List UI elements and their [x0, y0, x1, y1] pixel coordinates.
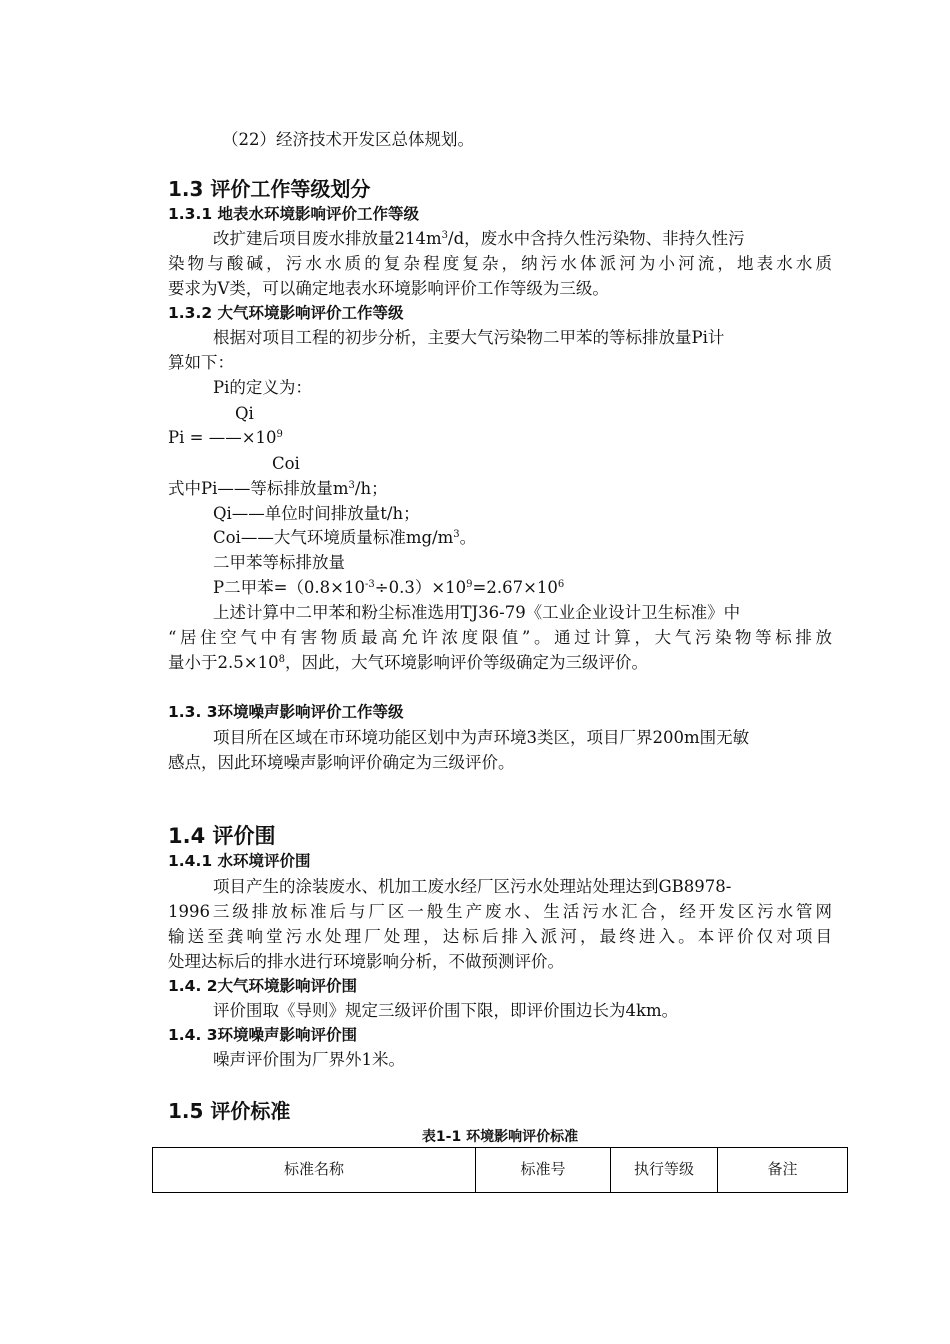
paragraph-line: 项目所在区域在市环境功能区划中为声环境3类区，项目厂界200m围无敏	[213, 728, 750, 747]
section-heading-1-5: 1.5 评价标准	[168, 1099, 291, 1123]
column-header-standard-number: 标准号	[476, 1148, 611, 1193]
formula-numerator: Qi	[235, 404, 254, 423]
standards-table	[152, 1147, 848, 1193]
subsection-heading-1-3-2: 1.3.2 大气环境影响评价工作等级	[168, 304, 404, 322]
subsection-heading-1-4-1: 1.4.1 水环境评价围	[168, 852, 311, 870]
paragraph-line: 染物与酸碱，污水水质的复杂程度复杂，纳污水体派河为小河流，地表水水质	[168, 254, 832, 273]
table-header-row	[153, 1148, 848, 1193]
subsection-heading-1-3-3: 1.3. 3环境噪声影响评价工作等级	[168, 703, 404, 721]
paragraph-line: 感点，因此环境噪声影响评价确定为三级评价。	[168, 753, 515, 772]
paragraph-line: 算如下：	[168, 353, 234, 372]
paragraph-line: 项目产生的涂装废水、机加工废水经厂区污水处理站处理达到GB8978-	[213, 877, 732, 896]
column-header-standard-name: 标准名称	[153, 1148, 476, 1193]
paragraph-line: 处理达标后的排水进行环境影响分析，不做预测评价。	[168, 952, 564, 971]
paragraph-line: “居住空气中有害物质最高允许浓度限值”。通过计算，大气污染物等标排放	[168, 628, 832, 647]
paragraph-line: 量小于$2.5\times 10^8$，因此，大气环境影响评价等级确定为三级评价。	[168, 653, 648, 672]
formula-main: $Pi = ——\times 10^9$	[168, 428, 283, 447]
section-heading-1-4: 1.4 评价围	[168, 824, 276, 848]
formula-denominator: Coi	[272, 454, 300, 473]
paragraph-line: 输送至龚响堂污水处理厂处理，达标后排入派河，最终进入。本评价仅对项目	[168, 927, 832, 946]
calc-formula: P二甲苯$=(0.8\times 10^{-3}\div 0.3)\times 10^9=2.67\times 10^6$	[213, 578, 565, 597]
where-line: Qi——单位时间排放量t/h；	[213, 504, 420, 523]
definition-line: Pi的定义为：	[213, 378, 312, 397]
paragraph-line: 根据对项目工程的初步分析，主要大气污染物二甲苯的等标排放量Pi计	[213, 328, 725, 347]
paragraph-line: 上述计算中二甲苯和粉尘标准选用TJ36-79《工业企业设计卫生标准》中	[213, 603, 741, 622]
where-line: Coi——大气环境质量标准$mg/m^3$。	[213, 528, 477, 547]
section-heading-1-3: 1.3 评价工作等级划分	[168, 177, 371, 201]
column-header-grade: 执行等级	[611, 1148, 718, 1193]
subsection-heading-1-4-2: 1.4. 2大气环境影响评价围	[168, 977, 358, 995]
table-caption: 表1-1 环境影响评价标准	[421, 1129, 579, 1145]
subsection-heading-1-4-3: 1.4. 3环境噪声影响评价围	[168, 1026, 358, 1044]
paragraph-line: 要求为Ⅴ类，可以确定地表水环境影响评价工作等级为三级。	[168, 279, 609, 298]
paragraph-line: 噪声评价围为厂界外1米。	[213, 1050, 405, 1069]
paragraph-line: 改扩建后项目废水排放量$214m^3/d$，废水中含持久性污染物、非持久性污	[213, 229, 745, 248]
column-header-remarks: 备注	[718, 1148, 848, 1193]
subsection-heading-1-3-1: 1.3.1 地表水环境影响评价工作等级	[168, 205, 420, 223]
where-line: 式中Pi——等标排放量$m^3/h$；	[168, 479, 388, 498]
calc-label: 二甲苯等标排放量	[213, 553, 345, 572]
paragraph-line: 评价围取《导则》规定三级评价围下限，即评价围边长为4km。	[213, 1001, 679, 1020]
list-item-22: （22）经济技术开发区总体规划。	[222, 130, 474, 149]
paragraph-line: 1996三级排放标准后与厂区一般生产废水、生活污水汇合，经开发区污水管网	[168, 902, 832, 921]
